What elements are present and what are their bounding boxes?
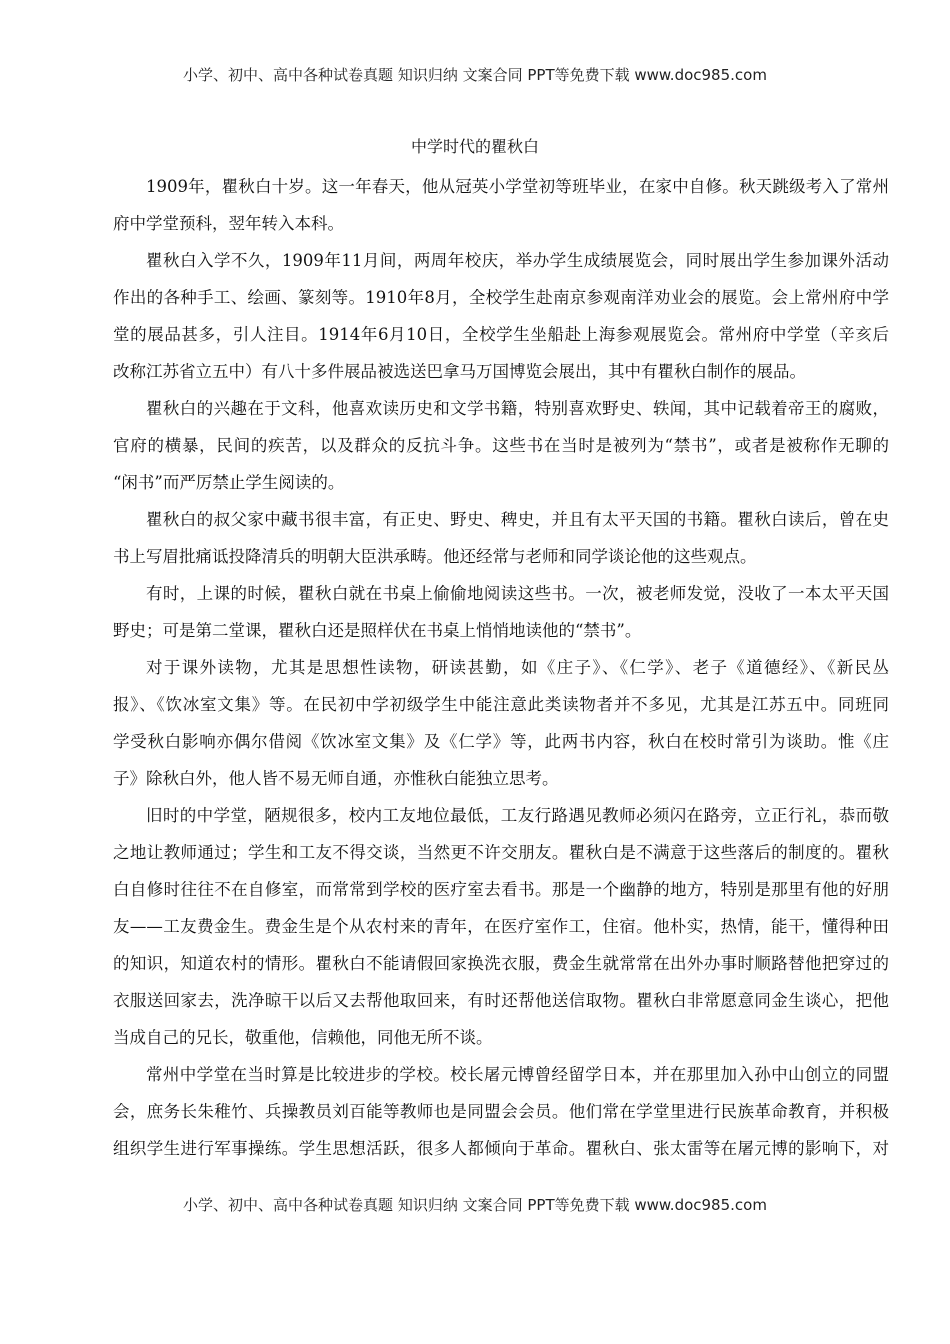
text-line: 学受秋白影响亦偶尔借阅《饮冰室文集》及《仁学》等，此两书内容，秋白在校时常引为谈助。惟《庄	[113, 732, 889, 751]
text-line: 堂的展品甚多，引人注目。1914年6月10日，全校学生坐船赴上海参观展览会。常州府中学堂（辛亥后	[113, 325, 889, 344]
text-line: 书上写眉批痛诋投降清兵的明朝大臣洪承畴。他还经常与老师和同学谈论他的这些观点。	[113, 547, 757, 566]
text-line: 常州中学堂在当时算是比较进步的学校。校长屠元博曾经留学日本，并在那里加入孙中山创立的同盟	[146, 1065, 889, 1084]
text-line: 旧时的中学堂，陋规很多，校内工友地位最低，工友行路遇见教师必须闪在路旁，立正行礼，恭而敬	[146, 806, 889, 825]
text-line: 友——工友费金生。费金生是个从农村来的青年，在医疗室作工，住宿。他朴实，热情，能干，懂得种田	[113, 917, 889, 936]
text-line: 改称江苏省立五中）有八十多件展品被选送巴拿马万国博览会展出，其中有瞿秋白制作的展品。	[113, 362, 806, 381]
paragraph	[113, 1056, 889, 1167]
text-line: 有时，上课的时候，瞿秋白就在书桌上偷偷地阅读这些书。一次，被老师发觉，没收了一本太平天国	[146, 584, 889, 603]
text-line: 组织学生进行军事操练。学生思想活跃，很多人都倾向于革命。瞿秋白、张太雷等在屠元博的影响下，对	[113, 1139, 889, 1158]
text-line: 府中学堂预科，翌年转入本科。	[113, 214, 344, 233]
text-line: “闲书”而严厉禁止学生阅读的。	[113, 473, 345, 492]
text-line: 对于课外读物，尤其是思想性读物，研读甚勤，如《庄子》、《仁学》、老子《道德经》、《新民丛	[146, 658, 889, 677]
document-title: 中学时代的瞿秋白	[410, 137, 539, 156]
text-line: 白自修时往往不在自修室，而常常到学校的医疗室去看书。那是一个幽静的地方，特别是那里有他的好朋	[113, 880, 889, 899]
text-line: 衣服送回家去，洗净晾干以后又去帮他取回来，有时还帮他送信取物。瞿秋白非常愿意同金生谈心，把他	[113, 991, 889, 1010]
text-line: 瞿秋白的叔父家中藏书很丰富，有正史、野史、稗史，并且有太平天国的书籍。瞿秋白读后，曾在史	[146, 510, 889, 529]
paragraph	[113, 797, 889, 1056]
text-line: 当成自己的兄长，敬重他，信赖他，同他无所不谈。	[113, 1028, 493, 1047]
text-line: 官府的横暴，民间的疾苦，以及群众的反抗斗争。这些书在当时是被列为“禁书”，或者是被称作无聊的	[113, 436, 889, 455]
paragraph	[113, 242, 889, 390]
page-footer-banner: 小学、初中、高中各种试卷真题 知识归纳 文案合同 PPT等免费下载 www.doc985.com	[183, 1196, 767, 1214]
paragraph	[113, 575, 889, 649]
text-line: 会，庶务长朱稚竹、兵操教员刘百能等教师也是同盟会会员。他们常在学堂里进行民族革命教育，并积极	[113, 1102, 889, 1121]
text-line: 报》、《饮冰室文集》等。在民初中学初级学生中能注意此类读物者并不多见，尤其是江苏五中。同班同	[113, 695, 889, 714]
paragraph	[113, 168, 889, 242]
page-header-banner: 小学、初中、高中各种试卷真题 知识归纳 文案合同 PPT等免费下载 www.doc985.com	[183, 66, 767, 84]
text-line: 子》除秋白外，他人皆不易无师自通，亦惟秋白能独立思考。	[113, 769, 559, 788]
paragraph	[113, 390, 889, 501]
document-body	[113, 168, 889, 1167]
text-line: 1909年，瞿秋白十岁。这一年春天，他从冠英小学堂初等班毕业，在家中自修。秋天跳级考入了常州	[146, 177, 889, 196]
text-line: 的知识，知道农村的情形。瞿秋白不能请假回家换洗衣服，费金生就常常在出外办事时顺路替他把穿过的	[113, 954, 889, 973]
text-line: 野史；可是第二堂课，瞿秋白还是照样伏在书桌上悄悄地读他的“禁书”。	[113, 621, 642, 640]
paragraph	[113, 649, 889, 797]
text-line: 瞿秋白的兴趣在于文科，他喜欢读历史和文学书籍，特别喜欢野史、轶闻，其中记载着帝王的腐败，	[146, 399, 889, 418]
text-line: 作出的各种手工、绘画、篆刻等。1910年8月，全校学生赴南京参观南洋劝业会的展览。会上常州府中学	[113, 288, 889, 307]
text-line: 之地让教师通过；学生和工友不得交谈，当然更不许交朋友。瞿秋白是不满意于这些落后的制度的。瞿秋	[113, 843, 889, 862]
text-line: 瞿秋白入学不久，1909年11月间，两周年校庆，举办学生成绩展览会，同时展出学生参加课外活动	[146, 251, 889, 270]
paragraph	[113, 501, 889, 575]
